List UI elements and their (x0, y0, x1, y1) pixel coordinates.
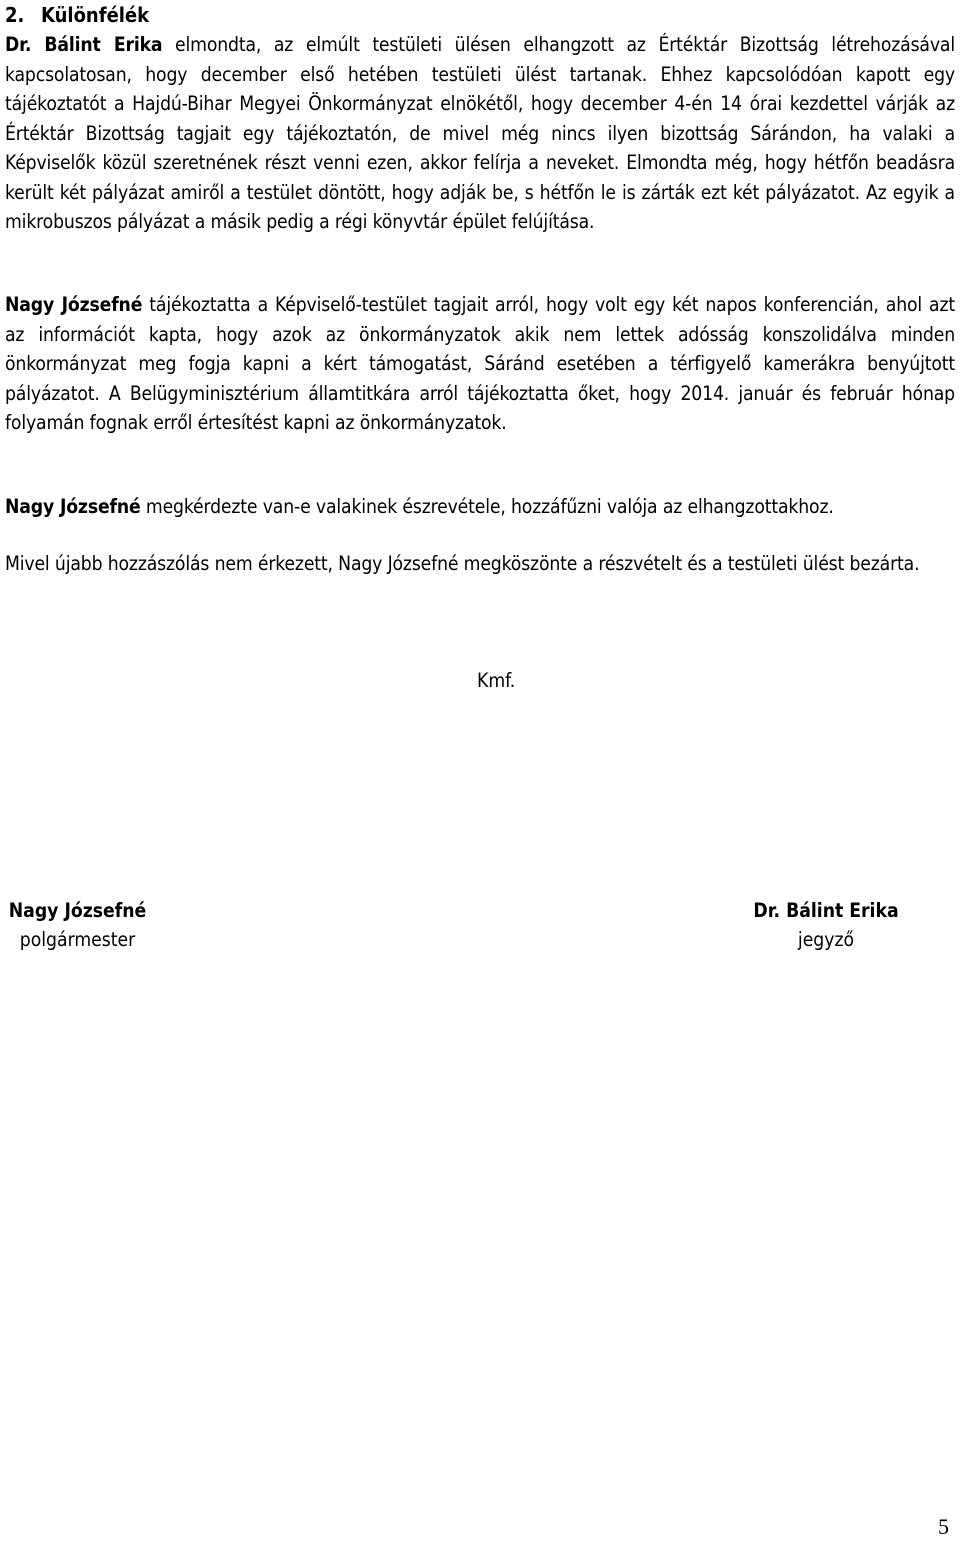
paragraph-1-text: elmondta, az elmúlt testületi ülésen elhangzott az Értéktár Bizottság létrehozásával kapcsolatosan, hogy december első hetében testületi ülést tartanak. Ehhez kapcsolódóan kapott egy tájékoztatót a Hajdú-Bihar Megyei Önkormányzat elnökétől, hogy december 4-én 14 órai kezdettel várják az Értéktár Bizottság tagjait egy tájékoztatón, de mivel még nincs ilyen bizottság Sárándon, ha valaki a Képviselők közül szeretnének részt venni ezen, akkor felírja a neveket. Elmondta még, hogy hétfőn beadásra került két pályázat amiről a testület döntött, hogy adják be, s hétfőn le is zárták ezt két pályázatot. Az egyik a mikrobuszos pályázat a másik pedig a régi könyvtár épület felújítása. (5, 33, 955, 233)
paragraph-2 (5, 290, 955, 438)
paragraph-3-text: megkérdezte van-e valakinek észrevétele, hozzáfűzni valója az elhangzottakhoz. (140, 495, 834, 518)
paragraph-1 (5, 30, 955, 237)
section-number: 2. (5, 3, 25, 27)
signature-right-name: Dr. Bálint Erika (753, 899, 899, 922)
paragraph-4-text: Mivel újabb hozzászólás nem érkezett, Nagy Józsefné megköszönte a részvételt és a testületi ülést bezárta. (5, 552, 920, 575)
section-title: Különfélék (41, 3, 150, 27)
paragraph-2-text: tájékoztatta a Képviselő-testület tagjait arról, hogy volt egy két napos konferencián, ahol azt az információt kapta, hogy azok az önkormányzatok akik nem lettek adósság konszolidálva minden önkormányzat meg fogja kapni a kért támogatást, Sáránd esetében a térfigyelő kamerákra benyújtott pályázatot. A Belügyminisztérium államtitkára arról tájékoztatta őket, hogy 2014. január és február hónap folyamán fognak erről értesítést kapni az önkormányzatok. (5, 293, 955, 434)
signature-left-name: Nagy Józsefné (8, 899, 147, 922)
page-number: 5 (938, 1514, 949, 1539)
paragraph-3-speaker: Nagy Józsefné (5, 495, 141, 518)
paragraph-4 (5, 549, 955, 579)
signature-left (5, 896, 150, 954)
signature-right (750, 896, 902, 954)
signature-right-role: jegyző (797, 928, 855, 951)
kmf-label: Kmf. (477, 669, 516, 692)
paragraph-1-speaker: Dr. Bálint Erika (5, 33, 163, 56)
section-heading (5, 2, 149, 28)
paragraph-2-speaker: Nagy Józsefné (5, 293, 143, 316)
paragraph-3 (5, 492, 955, 522)
signature-left-role: polgármester (19, 928, 136, 951)
